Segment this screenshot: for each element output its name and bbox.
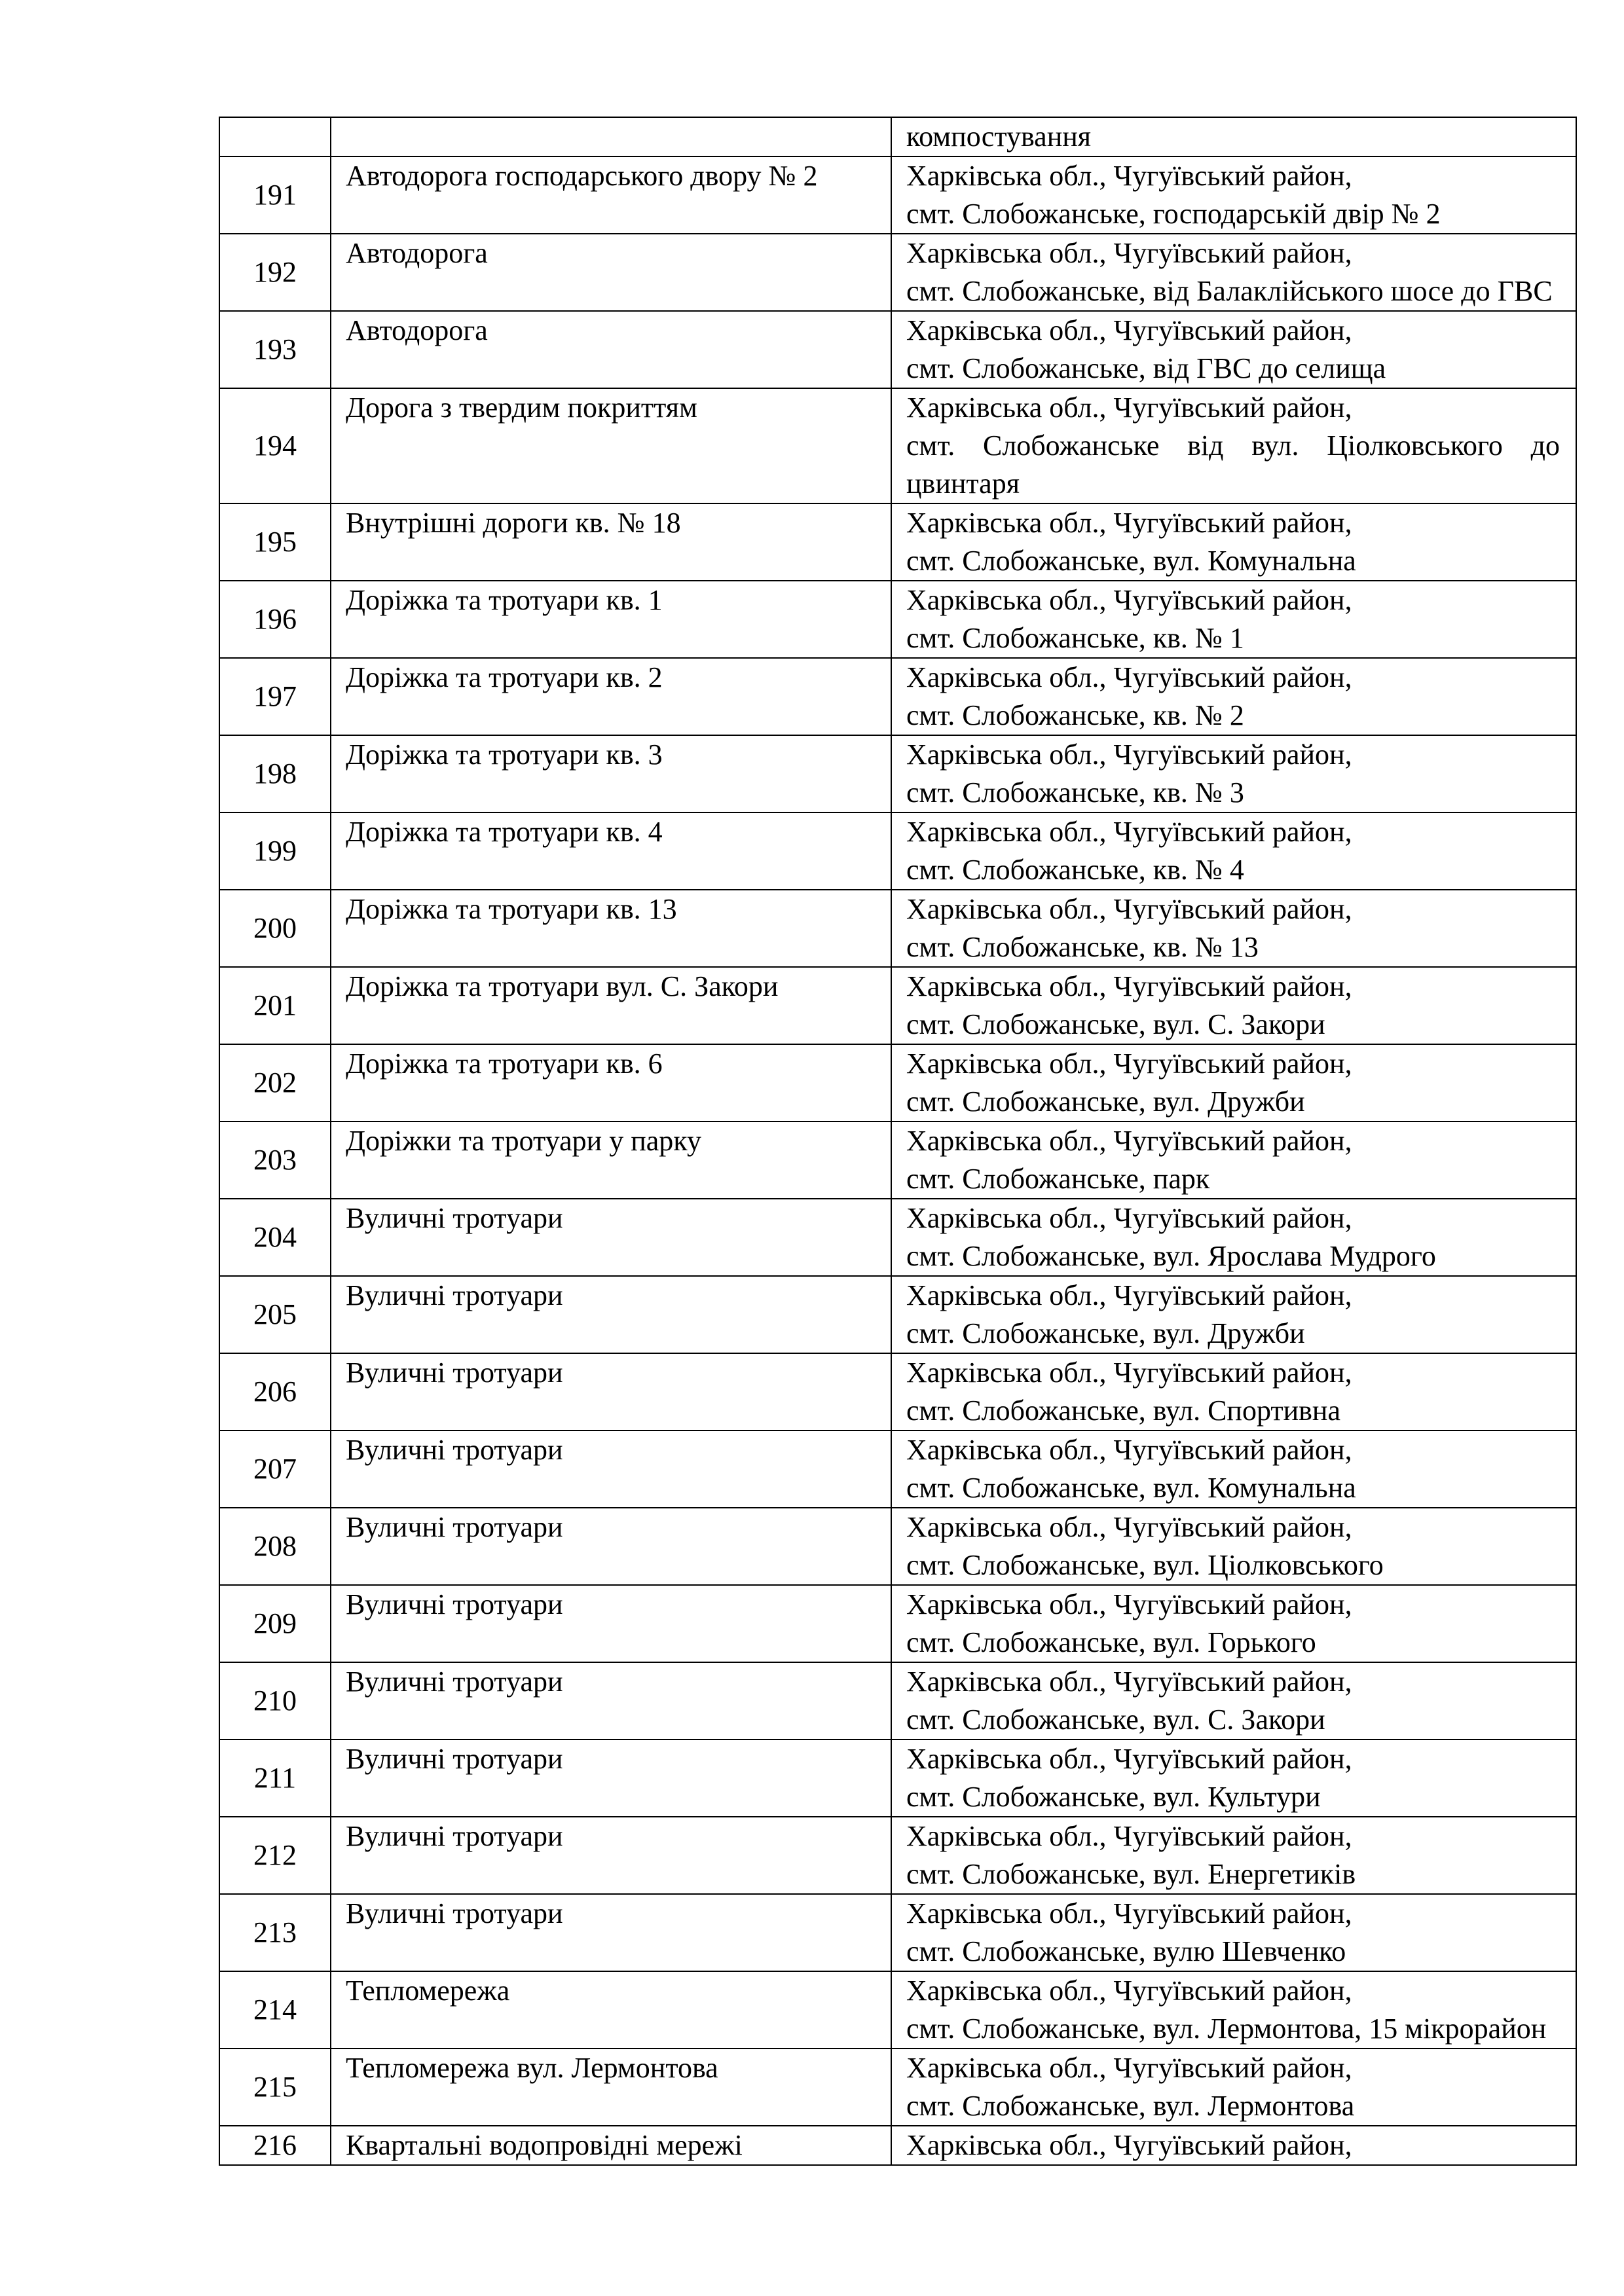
- row-number: 212: [219, 1817, 331, 1894]
- address-line: смт. Слобожанське, кв. № 4: [906, 854, 1244, 886]
- table-row: [219, 1894, 1576, 1971]
- address-line: Харківська обл., Чугуївський район,: [906, 507, 1352, 539]
- table-row: [219, 1044, 1576, 1121]
- object-name: Доріжка та тротуари кв. 1: [331, 581, 891, 658]
- row-number: 192: [219, 234, 331, 311]
- object-address: [891, 967, 1576, 1044]
- address-line: смт. Слобожанське, господарській двір № 2: [906, 198, 1441, 230]
- table-row: [219, 1353, 1576, 1430]
- address-line: Харківська обл., Чугуївський район,: [906, 1048, 1352, 1080]
- object-address: [891, 1353, 1576, 1430]
- row-number: 215: [219, 2049, 331, 2126]
- table-row: [219, 503, 1576, 581]
- object-name: Доріжки та тротуари у парку: [331, 1121, 891, 1199]
- table-row: [219, 156, 1576, 234]
- row-number: 191: [219, 156, 331, 234]
- address-line: компостування: [906, 120, 1092, 153]
- object-name: Автодорога господарського двору № 2: [331, 156, 891, 234]
- registry-table-body: [219, 117, 1576, 2165]
- object-name: Дорога з твердим покриттям: [331, 388, 891, 503]
- address-line: Харківська обл., Чугуївський район,: [906, 392, 1352, 424]
- property-registry-table: [219, 117, 1577, 2166]
- object-address: [891, 1894, 1576, 1971]
- address-line: смт. Слобожанське, парк: [906, 1163, 1210, 1195]
- row-number: 201: [219, 967, 331, 1044]
- object-address: [891, 581, 1576, 658]
- address-line: Харківська обл., Чугуївський район,: [906, 2129, 1352, 2161]
- object-address: [891, 1971, 1576, 2049]
- address-line: Харківська обл., Чугуївський район,: [906, 1357, 1352, 1389]
- row-number: 213: [219, 1894, 331, 1971]
- address-line: смт. Слобожанське, вул. Комунальна: [906, 545, 1356, 577]
- object-name: Вуличні тротуари: [331, 1430, 891, 1508]
- address-line: смт. Слобожанське, кв. № 13: [906, 931, 1259, 963]
- address-line: смт. Слобожанське, вул. Горького: [906, 1626, 1316, 1658]
- table-row: [219, 658, 1576, 735]
- row-number: 194: [219, 388, 331, 503]
- address-line: Харківська обл., Чугуївський район,: [906, 738, 1352, 771]
- object-address: [891, 812, 1576, 890]
- object-name: Квартальні водопровідні мережі: [331, 2126, 891, 2165]
- object-address: [891, 234, 1576, 311]
- address-line: Харківська обл., Чугуївський район,: [906, 1897, 1352, 1929]
- row-number: 197: [219, 658, 331, 735]
- address-line: смт. Слобожанське, вул. Культури: [906, 1781, 1321, 1813]
- row-number: 202: [219, 1044, 331, 1121]
- address-line: Харківська обл., Чугуївський район,: [906, 2052, 1352, 2084]
- object-name: Вуличні тротуари: [331, 1662, 891, 1740]
- row-number: 206: [219, 1353, 331, 1430]
- table-row: [219, 311, 1576, 388]
- object-name: [331, 117, 891, 156]
- object-name: Автодорога: [331, 234, 891, 311]
- address-line: Харківська обл., Чугуївський район,: [906, 160, 1352, 192]
- table-row: [219, 1585, 1576, 1662]
- table-row: [219, 2049, 1576, 2126]
- row-number: 210: [219, 1662, 331, 1740]
- row-number: 199: [219, 812, 331, 890]
- address-line: смт. Слобожанське, кв. № 2: [906, 699, 1244, 731]
- address-line: смт. Слобожанське, від ГВС до селища: [906, 352, 1386, 384]
- address-line: Харківська обл., Чугуївський район,: [906, 970, 1352, 1002]
- object-address: [891, 2126, 1576, 2165]
- address-line: Харківська обл., Чугуївський район,: [906, 1820, 1352, 1852]
- object-name: Вуличні тротуари: [331, 1508, 891, 1585]
- address-line: Харківська обл., Чугуївський район,: [906, 816, 1352, 848]
- table-row: [219, 1430, 1576, 1508]
- object-address: [891, 311, 1576, 388]
- address-line: смт. Слобожанське, вул. Лермонтова: [906, 2090, 1355, 2122]
- address-line: Харківська обл., Чугуївський район,: [906, 1743, 1352, 1775]
- object-name: Автодорога: [331, 311, 891, 388]
- address-line: смт. Слобожанське, вул. Спортивна: [906, 1394, 1341, 1427]
- object-name: Тепломережа: [331, 1971, 891, 2049]
- object-address: [891, 503, 1576, 581]
- table-row: [219, 1508, 1576, 1585]
- row-number: 198: [219, 735, 331, 812]
- object-name: Вуличні тротуари: [331, 1585, 891, 1662]
- table-row: [219, 234, 1576, 311]
- address-line: Харківська обл., Чугуївський район,: [906, 1588, 1352, 1620]
- address-line: Харківська обл., Чугуївський район,: [906, 1202, 1352, 1234]
- object-address: [891, 1199, 1576, 1276]
- address-line: смт. Слобожанське, вул. Комунальна: [906, 1472, 1356, 1504]
- address-line: смт. Слобожанське, кв. № 3: [906, 776, 1244, 809]
- row-number: 204: [219, 1199, 331, 1276]
- address-line: смт. Слобожанське, вул. Енергетиків: [906, 1858, 1356, 1890]
- object-address: [891, 1044, 1576, 1121]
- object-address: [891, 2049, 1576, 2126]
- table-row: [219, 890, 1576, 967]
- object-address: [891, 1662, 1576, 1740]
- address-line: Харківська обл., Чугуївський район,: [906, 1975, 1352, 2007]
- object-address: [891, 388, 1576, 503]
- address-line: смт. Слобожанське, вул. Ярослава Мудрого: [906, 1240, 1436, 1272]
- address-line: смт. Слобожанське, вул. Дружби: [906, 1317, 1305, 1349]
- address-line: Харківська обл., Чугуївський район,: [906, 1511, 1352, 1543]
- address-line: Харківська обл., Чугуївський район,: [906, 1279, 1352, 1311]
- table-row: [219, 812, 1576, 890]
- table-row: [219, 1662, 1576, 1740]
- row-number: 205: [219, 1276, 331, 1353]
- address-line: Харківська обл., Чугуївський район,: [906, 314, 1352, 346]
- row-number: 203: [219, 1121, 331, 1199]
- object-name: Доріжка та тротуари кв. 4: [331, 812, 891, 890]
- object-name: Доріжка та тротуари кв. 13: [331, 890, 891, 967]
- row-number: 214: [219, 1971, 331, 2049]
- address-line: Харківська обл., Чугуївський район,: [906, 661, 1352, 693]
- object-name: Вуличні тротуари: [331, 1276, 891, 1353]
- object-address: [891, 735, 1576, 812]
- address-line: Харківська обл., Чугуївський район,: [906, 893, 1352, 925]
- table-row: [219, 1121, 1576, 1199]
- address-line: смт. Слобожанське від вул. Ціолковського до цвинтаря: [906, 429, 1560, 500]
- object-name: Доріжка та тротуари кв. 3: [331, 735, 891, 812]
- object-address: [891, 890, 1576, 967]
- row-number: 211: [219, 1740, 331, 1817]
- object-address: [891, 1585, 1576, 1662]
- table-row: [219, 388, 1576, 503]
- object-name: Вуличні тротуари: [331, 1353, 891, 1430]
- row-number: 209: [219, 1585, 331, 1662]
- table-row: [219, 967, 1576, 1044]
- row-number: 196: [219, 581, 331, 658]
- address-line: смт. Слобожанське, від Балаклійського шосе до ГВС: [906, 275, 1553, 307]
- object-address: [891, 1740, 1576, 1817]
- table-row: [219, 1740, 1576, 1817]
- object-address: [891, 1276, 1576, 1353]
- address-line: смт. Слобожанське, кв. № 1: [906, 622, 1244, 654]
- object-name: Внутрішні дороги кв. № 18: [331, 503, 891, 581]
- address-line: смт. Слобожанське, вул. Лермонтова, 15 мікрорайон: [906, 2013, 1547, 2045]
- object-name: Тепломережа вул. Лермонтова: [331, 2049, 891, 2126]
- address-line: смт. Слобожанське, вулю Шевченко: [906, 1935, 1346, 1967]
- address-line: смт. Слобожанське, вул. Ціолковського: [906, 1549, 1384, 1581]
- address-line: смт. Слобожанське, вул. С. Закори: [906, 1008, 1325, 1040]
- object-address: [891, 658, 1576, 735]
- object-address: [891, 1121, 1576, 1199]
- address-line: Харківська обл., Чугуївський район,: [906, 1666, 1352, 1698]
- row-number: 193: [219, 311, 331, 388]
- object-address: [891, 1430, 1576, 1508]
- address-line: смт. Слобожанське, вул. Дружби: [906, 1085, 1305, 1118]
- object-name: Вуличні тротуари: [331, 1740, 891, 1817]
- object-name: Доріжка та тротуари вул. С. Закори: [331, 967, 891, 1044]
- row-number: 208: [219, 1508, 331, 1585]
- row-number: 207: [219, 1430, 331, 1508]
- table-row: [219, 1276, 1576, 1353]
- row-number: [219, 117, 331, 156]
- table-row: [219, 581, 1576, 658]
- row-number: 216: [219, 2126, 331, 2165]
- table-row: [219, 735, 1576, 812]
- table-row: [219, 1817, 1576, 1894]
- table-row: [219, 1971, 1576, 2049]
- address-line: Харківська обл., Чугуївський район,: [906, 237, 1352, 269]
- address-line: Харківська обл., Чугуївський район,: [906, 584, 1352, 616]
- object-name: Доріжка та тротуари кв. 2: [331, 658, 891, 735]
- row-number: 195: [219, 503, 331, 581]
- object-name: Вуличні тротуари: [331, 1894, 891, 1971]
- row-number: 200: [219, 890, 331, 967]
- object-address: [891, 156, 1576, 234]
- address-line: Харківська обл., Чугуївський район,: [906, 1125, 1352, 1157]
- address-line: смт. Слобожанське, вул. С. Закори: [906, 1704, 1325, 1736]
- table-row: [219, 2126, 1576, 2165]
- object-name: Доріжка та тротуари кв. 6: [331, 1044, 891, 1121]
- table-row: [219, 1199, 1576, 1276]
- continuation-row: [219, 117, 1576, 156]
- address-line: Харківська обл., Чугуївський район,: [906, 1434, 1352, 1466]
- object-name: Вуличні тротуари: [331, 1817, 891, 1894]
- object-address: [891, 1508, 1576, 1585]
- object-name: Вуличні тротуари: [331, 1199, 891, 1276]
- object-address: [891, 1817, 1576, 1894]
- object-address: [891, 117, 1576, 156]
